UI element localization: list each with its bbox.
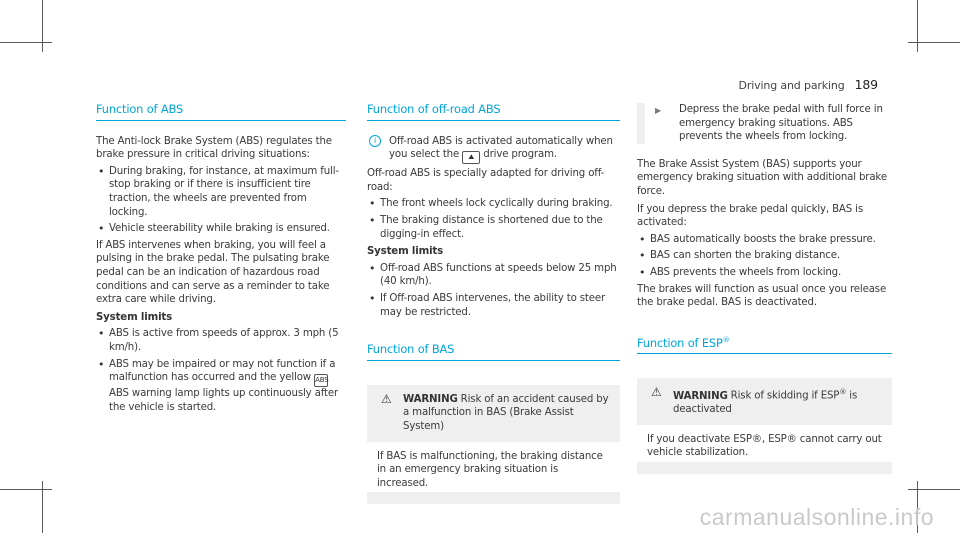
column-offroad-abs [367, 103, 620, 504]
limit-text-tail: ABS warning lamp lights up continuously after the vehicle is started. [109, 388, 338, 413]
list-item: • During braking, for instance, at maximum full-stop braking or if there is insufficient tire traction, the wheels are prevented from locking. [96, 165, 346, 219]
subheading-system-limits: System limits [367, 246, 444, 258]
warning-text-tail: is deactivated [673, 390, 858, 416]
list-item: • ABS is active from speeds of approx. 3 mph (5 km/h). [96, 327, 346, 354]
heading-function-of-abs: Function of ABS [96, 103, 346, 121]
watermark: carmanualsonline.info [699, 504, 934, 531]
heading-function-of-offroad-abs: Function of off-road ABS [367, 103, 620, 121]
crop-mark [42, 481, 43, 533]
crop-mark [908, 42, 960, 43]
abs-warning-lamp-icon: ABS [314, 374, 328, 387]
info-note [367, 135, 620, 165]
limit-text: ABS may be impaired or may not function if a malfunction has occurred and the yellow [109, 358, 336, 384]
warning-triangle-icon: ⚠ [651, 385, 662, 400]
warning-text: Risk of an accident caused by a malfunction in BAS (Brake Assist System) [403, 393, 609, 432]
warning-header [647, 386, 883, 417]
heading-function-of-bas: Function of BAS [367, 343, 620, 361]
abs-bullets [96, 165, 346, 236]
warning-label: WARNING [673, 390, 728, 402]
step-text: Depress the brake pedal with full force in emergency braking situations. ABS prevents the wheels from locking. [679, 104, 883, 143]
info-icon: i [369, 135, 381, 147]
crop-mark [0, 489, 52, 490]
list-item: • If Off-road ABS intervenes, the ability to steer may be restricted. [367, 292, 620, 319]
list-item: • The braking distance is shortened due to the digging-in effect. [367, 214, 620, 241]
crop-mark [0, 42, 52, 43]
note-text-tail: drive program. [483, 149, 557, 161]
warning-header [377, 393, 611, 434]
offroad-paragraph: Off-road ABS is specially adapted for driving off-road: [367, 168, 605, 193]
warning-triangle-icon: ⚠ [381, 391, 392, 406]
warning-text: Risk of skidding if ESP [730, 390, 840, 402]
abs-paragraph: If ABS intervenes when braking, you will feel a pulsing in the brake pedal. The pulsating brake pedal can be an indication of hazardous road conditions and can serve as a reminder to take extra care while driving. [96, 239, 330, 306]
column-abs [96, 103, 346, 417]
warning-box-bas [367, 385, 620, 505]
bas-paragraph-1: The Brake Assist System (BAS) supports your emergency braking situation with additional brake force. [637, 158, 887, 197]
list-item: • ABS prevents the wheels from locking. [637, 266, 892, 280]
registered-mark: ® [722, 335, 730, 344]
warning-body: If you deactivate ESP®, ESP® cannot carry out vehicle stabilization. [637, 425, 892, 462]
abs-intro: The Anti-lock Brake System (ABS) regulates the brake pressure in critical driving situations: [96, 135, 332, 161]
crop-mark [42, 0, 43, 52]
list-item [96, 358, 346, 415]
warning-label: WARNING [403, 393, 458, 405]
crop-mark [908, 489, 960, 490]
bas-paragraph-2: If you depress the brake pedal quickly, BAS is activated: [637, 203, 863, 229]
crop-mark [917, 0, 918, 52]
heading-function-of-esp [637, 334, 892, 354]
registered-mark: ® [839, 388, 847, 397]
list-item: • The front wheels lock cyclically during braking. [367, 197, 620, 211]
subheading-system-limits: System limits [96, 311, 173, 323]
step-arrow-icon: ▶ [655, 106, 662, 115]
note-text: Off-road ABS is activated automatically when you select the [389, 135, 613, 161]
step-container [637, 103, 892, 144]
instruction-step [645, 103, 892, 144]
bas-paragraph-3: The brakes will function as usual once you release the brake pedal. BAS is deactivated. [637, 283, 887, 309]
list-item: • BAS can shorten the braking distance. [637, 249, 892, 263]
abs-limits [96, 327, 346, 414]
list-item: • BAS automatically boosts the brake pressure. [637, 233, 892, 247]
warning-box-esp [637, 378, 892, 474]
section-title: Driving and parking [738, 79, 845, 92]
offroad-drive-program-icon: ⛰ [462, 151, 480, 164]
offroad-limits [367, 262, 620, 319]
list-item: • Vehicle steerability while braking is ensured. [96, 222, 346, 236]
warning-body: If BAS is malfunctioning, the braking distance in an emergency braking situation is increased. [367, 442, 620, 493]
page-header [739, 78, 878, 93]
column-bas-esp [637, 103, 892, 474]
list-item: • Off-road ABS functions at speeds below 25 mph (40 km/h). [367, 262, 620, 289]
esp-heading-text: Function of ESP [637, 335, 723, 350]
bas-bullets [637, 233, 892, 280]
offroad-bullets [367, 197, 620, 241]
page-number: 189 [854, 77, 878, 92]
